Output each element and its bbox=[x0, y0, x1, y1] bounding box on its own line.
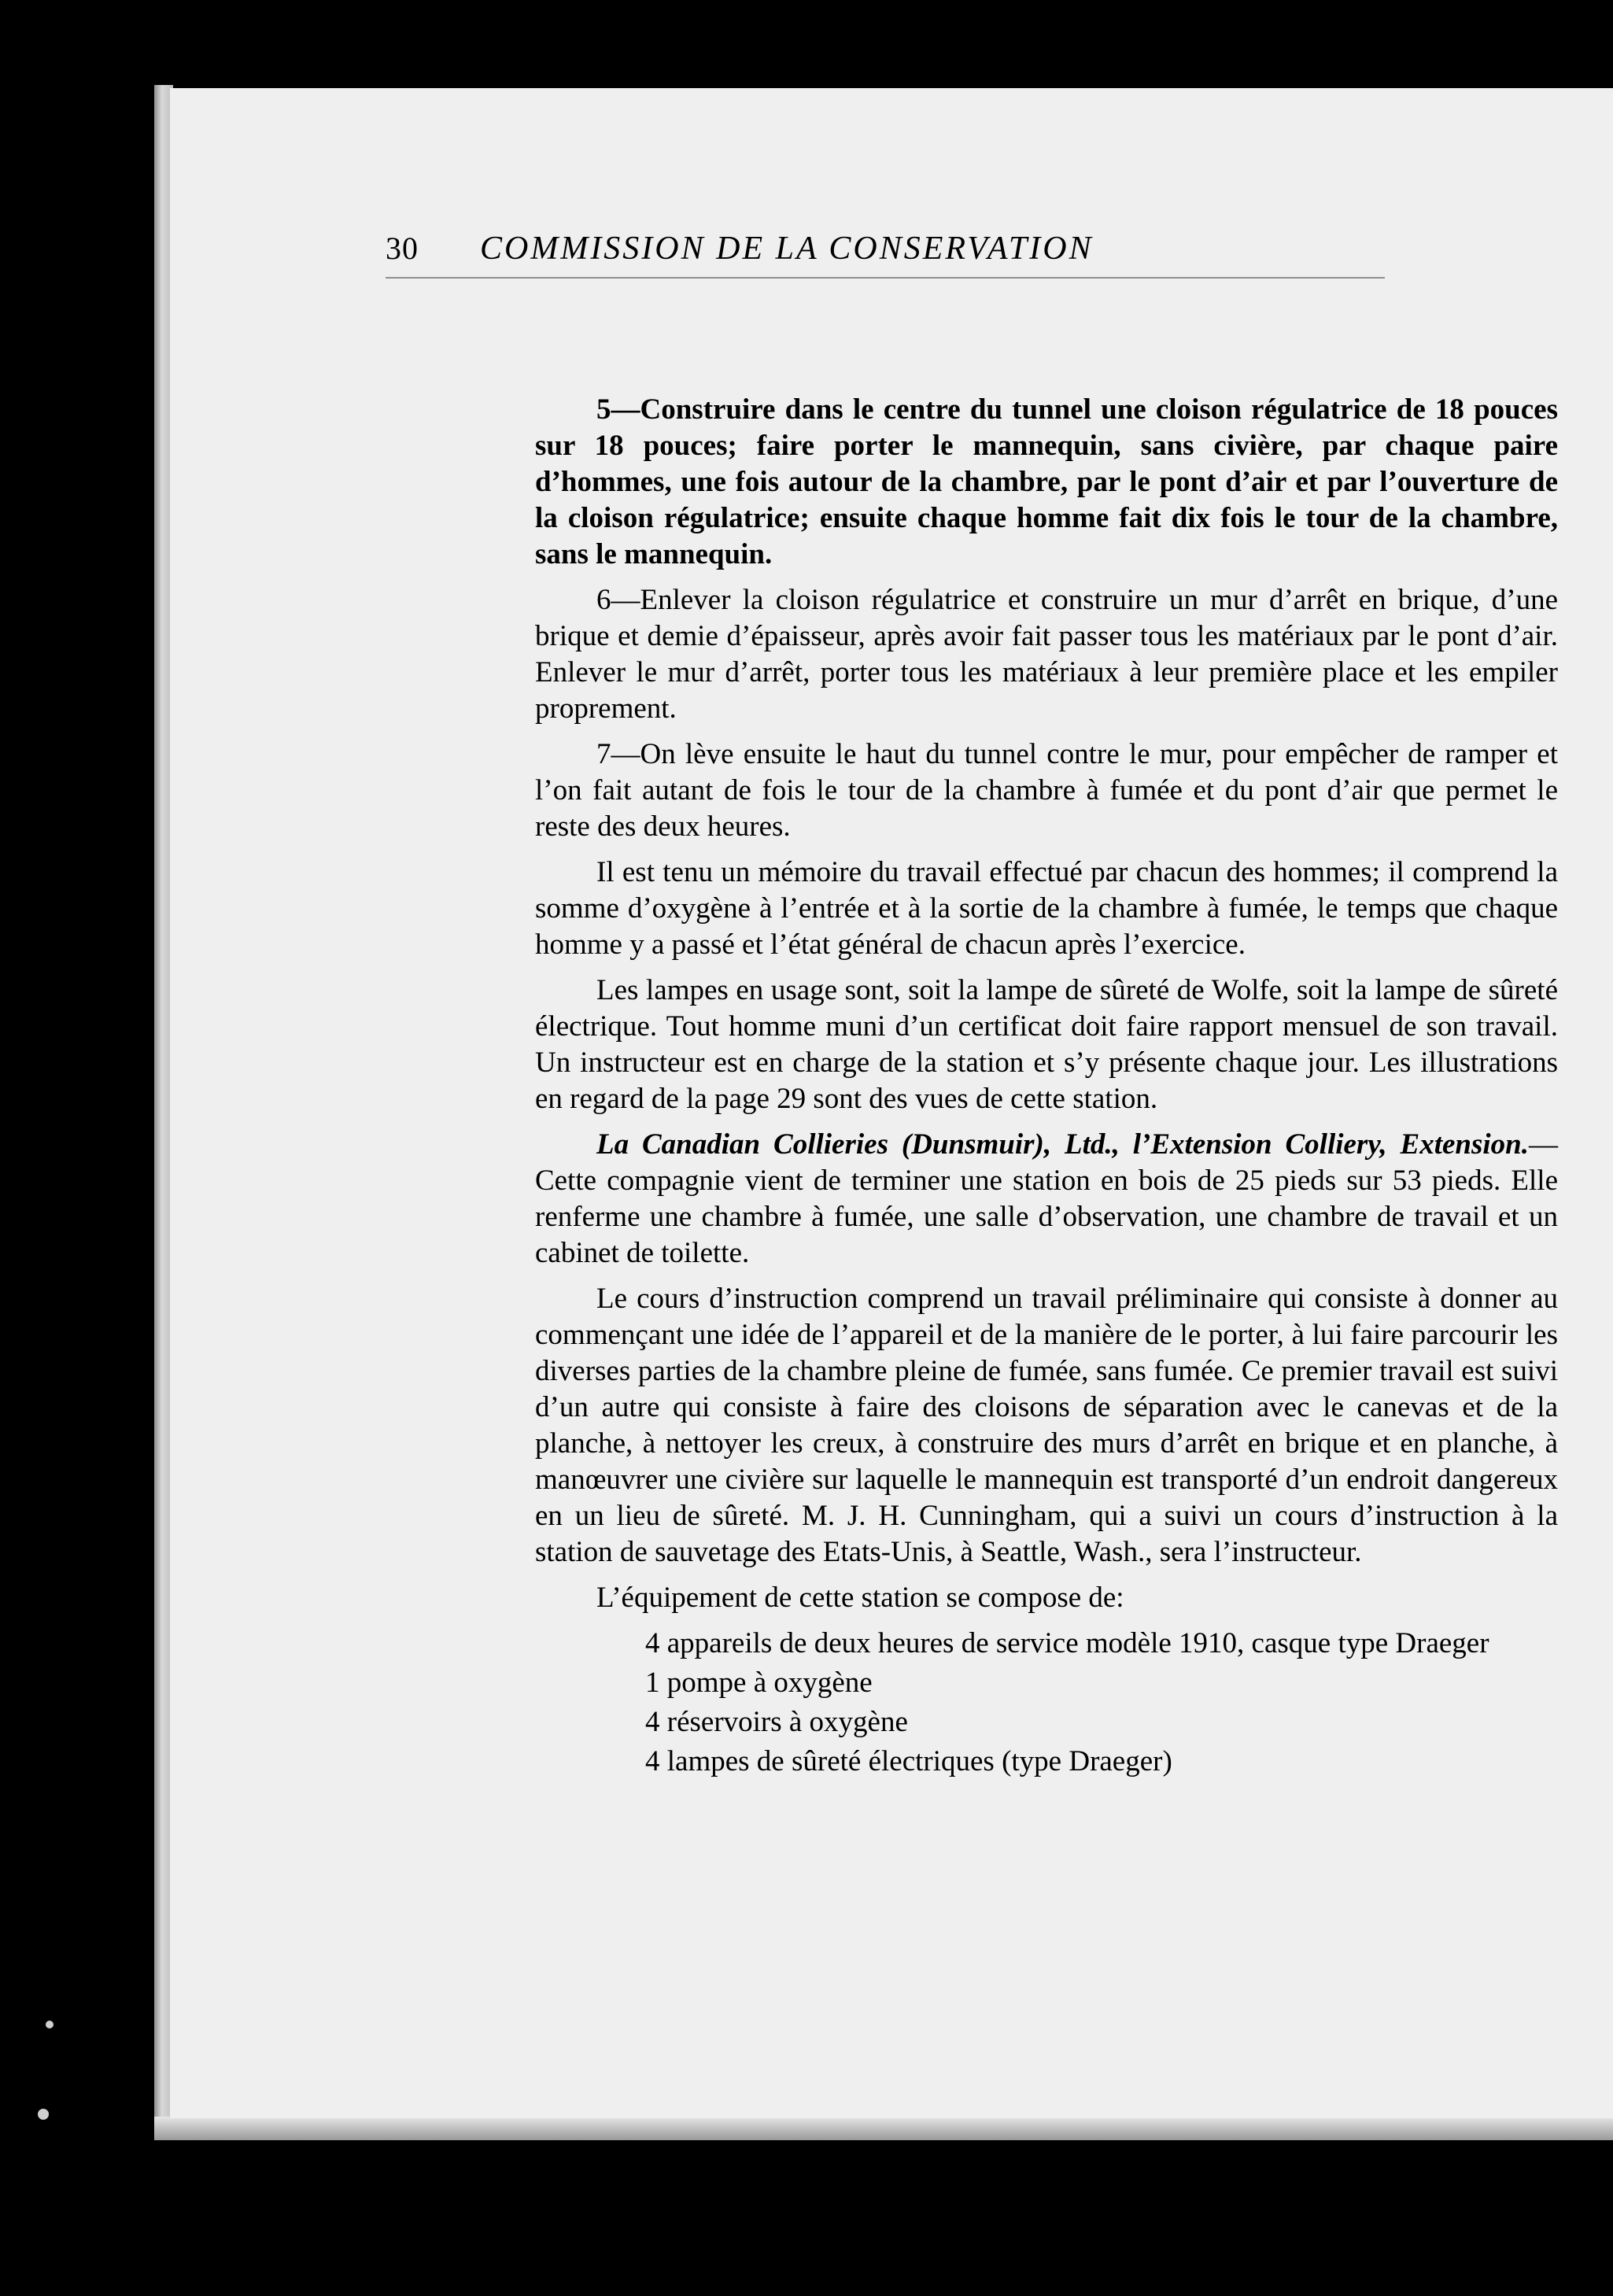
paragraph-course: Le cours d’instruction comprend un travail préliminaire qui consiste à donner au commençant une idée de l’appareil et de la manière de le porter, à lui faire parcourir les diverses parties de la chambre pleine de fumée, sans fumée. Ce premier travail est suivi d’un autre qui consiste à faire des cloisons de séparation avec le canevas et de la planche, à nettoyer les creux, à construire des murs d’arrêt en brique et en planche, à manœuvrer une civière sur laquelle le mannequin est transporté d’un endroit dangereux en un lieu de sûreté. M. J. H. Cunningham, qui a suivi un cours d’instruction à la station de sauvetage des Etats-Unis, à Seattle, Wash., sera l’instructeur. bbox=[535, 1283, 1558, 1568]
paragraph-equipment-intro: L’équipement de cette station se compose de: bbox=[596, 1582, 1124, 1614]
page-body bbox=[535, 392, 1558, 1783]
list-item: 1 pompe à oxygène bbox=[645, 1667, 873, 1699]
scan-speck bbox=[46, 2021, 54, 2028]
paragraph-step-7: 7—On lève ensuite le haut du tunnel contre le mur, pour empêcher de ramper et l’on fait autant de fois le tour de la chambre à fumée et du pont d’air que permet le reste des deux heures. bbox=[535, 738, 1558, 843]
extension-description: — Cette compagnie vient de terminer une station en bois de 25 pieds sur 53 pieds. Elle renferme une chambre à fumée, une salle d’observation, une chambre de travail et un cabinet de toilette. bbox=[535, 1128, 1558, 1269]
running-title: COMMISSION DE LA CONSERVATION bbox=[480, 231, 1094, 267]
list-item: 4 réservoirs à oxygène bbox=[645, 1706, 908, 1738]
section-lead-extension: La Canadian Collieries (Dunsmuir), Ltd., l’Extension Colliery, Extension. bbox=[596, 1128, 1529, 1161]
equipment-list bbox=[535, 1626, 1558, 1780]
page-number: 30 bbox=[386, 231, 419, 266]
paragraph-work-record: Il est tenu un mémoire du travail effectué par chacun des hommes; il comprend la somme d’oxygène à l’entrée et à la sortie de la chambre à fumée, le temps que chaque homme y a passé et l’état général de chacun après l’exercice. bbox=[535, 856, 1558, 961]
list-item: 4 lampes de sûreté électriques (type Draeger) bbox=[645, 1745, 1172, 1777]
paragraph-step-6: 6—Enlever la cloison régulatrice et construire un mur d’arrêt en brique, d’une brique et demie d’épaisseur, après avoir fait passer tous les matériaux par le pont d’air. Enlever le mur d’arrêt, porter tous les matériaux à leur première place et les empiler proprement. bbox=[535, 584, 1558, 725]
page-header bbox=[386, 222, 1385, 279]
paragraph-step-5: 5—Construire dans le centre du tunnel une cloison régulatrice de 18 pouces sur 18 pouces; faire porter le mannequin, sans civière, par chaque paire d’hommes, une fois autour de la chambre, par le pont d’air et par l’ouverture de la cloison régulatrice; ensuite chaque homme fait dix fois le tour de la chambre, sans le mannequin. bbox=[535, 393, 1558, 570]
scan-speck bbox=[38, 2109, 49, 2120]
paragraph-extension-station bbox=[535, 1127, 1558, 1272]
scan-page-edge-bottom bbox=[154, 2117, 1613, 2140]
paragraph-lamps: Les lampes en usage sont, soit la lampe de sûreté de Wolfe, soit la lampe de sûreté électrique. Tout homme muni d’un certificat doit faire rapport mensuel de son travail. Un instructeur est en charge de la station et s’y présente chaque jour. Les illustrations en regard de la page 29 sont des vues de cette station. bbox=[535, 974, 1558, 1115]
list-item: 4 appareils de deux heures de service modèle 1910, casque type Draeger bbox=[645, 1627, 1489, 1659]
